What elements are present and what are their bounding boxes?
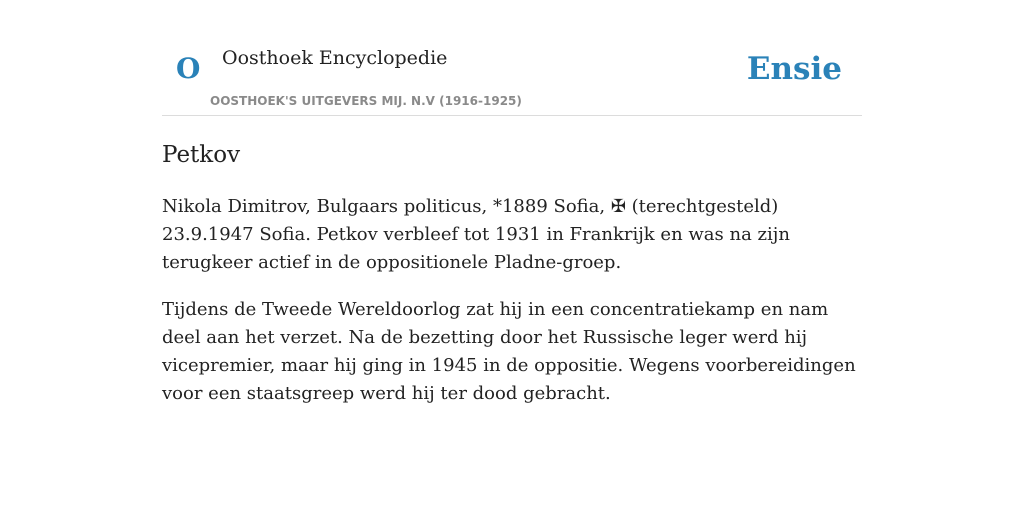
brand-logo-link[interactable]: Ensie: [746, 51, 842, 87]
article-paragraph: Nikola Dimitrov, Bulgaars politicus, *1889 Sofia, ✠ (terechtgesteld) 23.9.1947 Sofia. Petkov verbleef tot 1931 in Frankrijk en was na zijn terugkeer actief in de oppositionele Pladne-groep.: [162, 196, 790, 273]
site-logo[interactable]: O: [176, 52, 201, 85]
site-header: [162, 0, 862, 116]
publisher-subtitle: OOSTHOEK'S UITGEVERS MIJ. N.V (1916-1925): [210, 94, 522, 108]
article-title: Petkov: [162, 142, 241, 168]
article: [162, 140, 862, 408]
article-paragraph: Tijdens de Tweede Wereldoorlog zat hij in een concentratiekamp en nam deel aan het verzet. Na de bezetting door het Russische leger werd hij vicepremier, maar hij ging in 1945 in de oppositie. Wegens voorbereidingen voor een staatsgreep werd hij ter dood gebracht.: [162, 299, 856, 404]
page-container: [162, 0, 862, 408]
site-title: Oosthoek Encyclopedie: [222, 47, 448, 69]
